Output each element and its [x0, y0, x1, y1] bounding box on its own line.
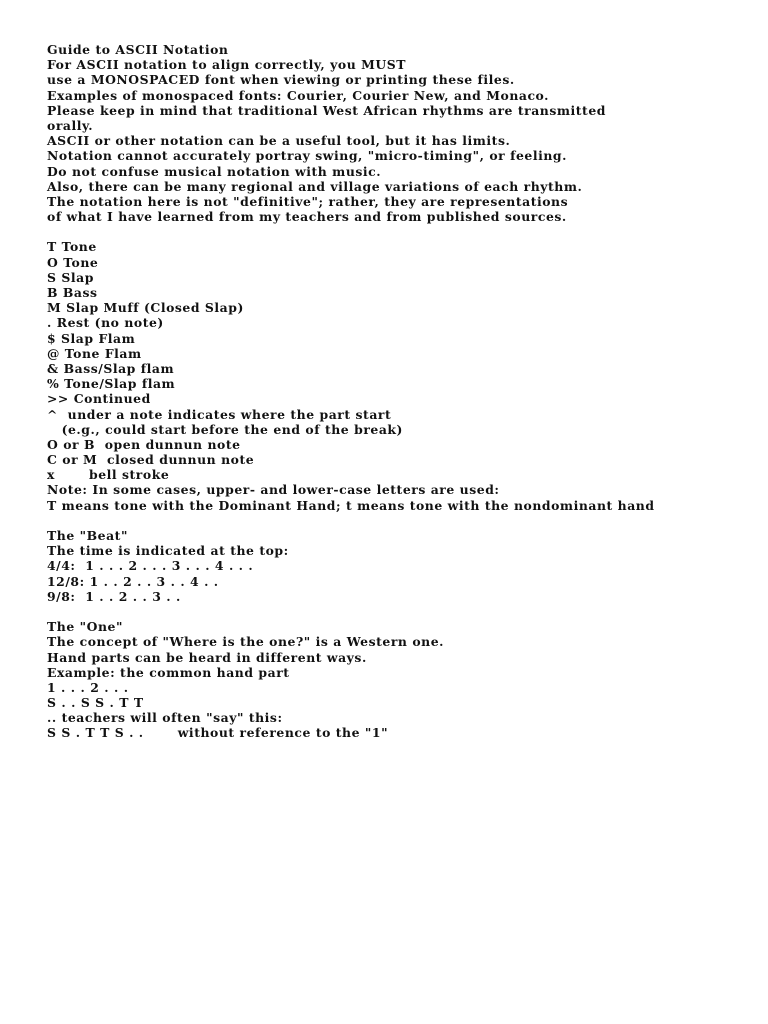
text-line: Hand parts can be heard in different ways. [47, 649, 367, 665]
text-line: Also, there can be many regional and village variations of each rhythm. [47, 178, 583, 194]
text-line: For ASCII notation to align correctly, you MUST [47, 57, 407, 73]
legend-item: x bell stroke [47, 467, 170, 483]
legend-item: O Tone [47, 254, 99, 270]
text-line: Do not confuse musical notation with music. [47, 163, 382, 179]
legend-item: . Rest (no note) [47, 315, 164, 331]
time-signature-line: 9/8: 1 . . 2 . . 3 . . [47, 588, 181, 604]
legend-item: >> Continued [47, 391, 151, 407]
legend-note: T means tone with the Dominant Hand; t means tone with the nondominant hand [47, 497, 655, 513]
text-line: Notation cannot accurately portray swing, "micro-timing", or feeling. [47, 148, 567, 164]
document-title: Guide to ASCII Notation [47, 42, 229, 57]
text-line: Examples of monospaced fonts: Courier, Courier New, and Monaco. [47, 87, 550, 103]
legend-item: C or M closed dunnun note [47, 452, 255, 468]
legend-item: T Tone [47, 239, 97, 255]
legend-item: & Bass/Slap flam [47, 360, 175, 376]
text-line: ASCII or other notation can be a useful tool, but it has limits. [47, 133, 511, 149]
text-line: Example: the common hand part [47, 664, 290, 680]
legend-item: B Bass [47, 285, 98, 300]
document-page [47, 42, 747, 741]
intro-section [47, 42, 747, 224]
time-signature-line: 12/8: 1 . . 2 . . 3 . . 4 . . [47, 573, 219, 589]
notation-line: S . . S S . T T [47, 695, 144, 711]
section-heading: The "Beat" [47, 528, 128, 543]
one-section [47, 619, 747, 741]
blank-line [47, 513, 747, 528]
legend-item: M Slap Muff (Closed Slap) [47, 300, 244, 316]
legend-item: O or B open dunnun note [47, 436, 241, 452]
notation-line: S S . T T S . . without reference to the "1" [47, 725, 389, 741]
blank-line [47, 224, 747, 239]
text-line: orally. [47, 117, 94, 133]
text-line: The notation here is not "definitive"; rather, they are representations [47, 193, 569, 209]
text-line: .. teachers will often "say" this: [47, 710, 283, 726]
legend-item: (e.g., could start before the end of the break) [47, 421, 403, 437]
text-line: use a MONOSPACED font when viewing or printing these files. [47, 72, 515, 88]
notation-line: 1 . . . 2 . . . [47, 679, 129, 695]
legend-item: ^ under a note indicates where the part start [47, 406, 392, 422]
text-line: The time is indicated at the top: [47, 543, 289, 559]
legend-item: % Tone/Slap flam [47, 376, 176, 392]
beat-section [47, 528, 747, 604]
legend-item: S Slap [47, 269, 94, 285]
time-signature-line: 4/4: 1 . . . 2 . . . 3 . . . 4 . . . [47, 558, 254, 574]
legend-item: @ Tone Flam [47, 345, 142, 361]
legend-section [47, 239, 747, 512]
text-line: The concept of "Where is the one?" is a Western one. [47, 634, 445, 650]
section-heading: The "One" [47, 619, 123, 635]
legend-item: $ Slap Flam [47, 330, 136, 346]
text-line: Please keep in mind that traditional West African rhythms are transmitted [47, 102, 606, 118]
legend-note: Note: In some cases, upper- and lower-case letters are used: [47, 482, 500, 498]
text-line: of what I have learned from my teachers and from published sources. [47, 209, 567, 225]
blank-line [47, 604, 747, 619]
